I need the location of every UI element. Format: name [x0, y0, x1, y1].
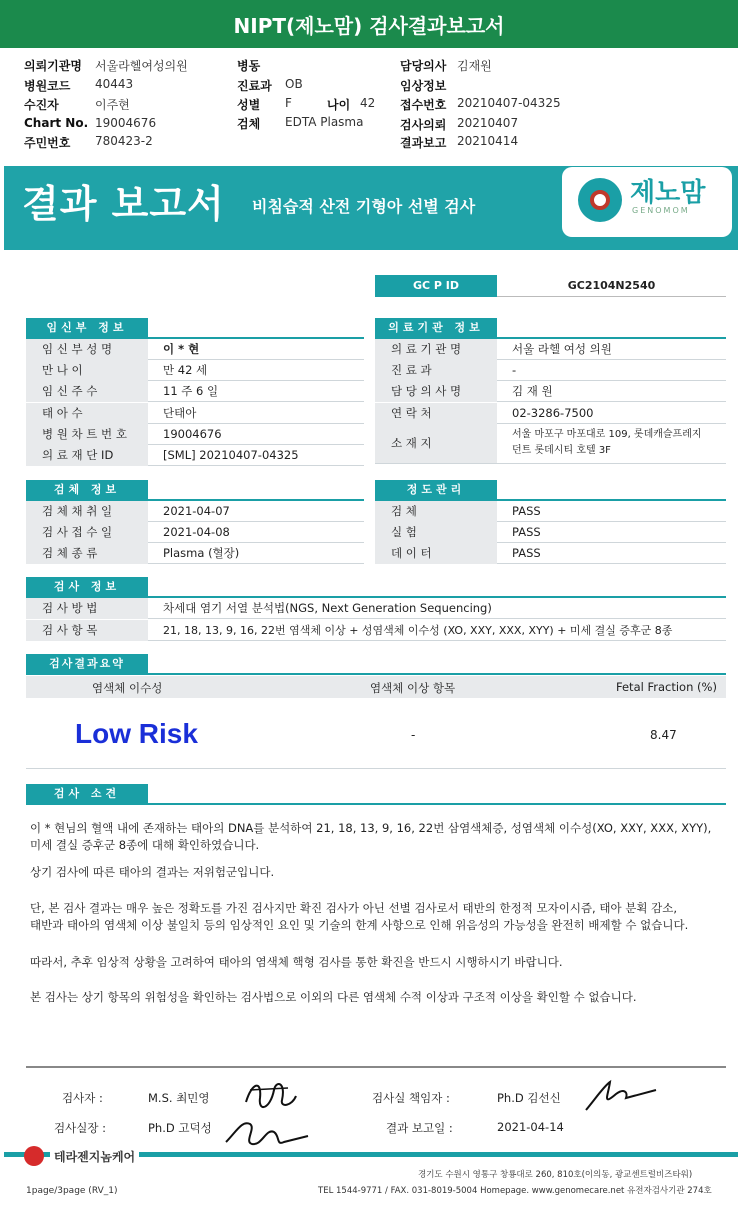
report-title: NIPT(제노맘) 검사결과보고서 — [0, 0, 738, 48]
header-label: 수진자 — [24, 98, 59, 112]
doctor-value: 김재원 — [457, 59, 492, 73]
specimen-info-heading: 검체 정보 — [26, 480, 148, 500]
abnormal-items-value: - — [411, 728, 416, 742]
info-row-value: 02-3286-7500 — [512, 405, 594, 420]
info-row-label-text: 담 당 의 사 명 — [391, 384, 462, 399]
tester-label: 검사자 : — [62, 1091, 103, 1105]
header-label: 결과보고 — [400, 136, 447, 150]
info-row — [375, 522, 726, 543]
info-row-label-text: 임 신 부 성 명 — [42, 342, 113, 356]
info-row-label — [375, 543, 497, 564]
info-row-label-text: 실 험 — [391, 525, 417, 539]
company-address: 경기도 수원시 영통구 창룡대로 260, 810호(이의동, 광교센트럴비즈타워) — [418, 1170, 693, 1180]
fetal-fraction-value: 8.47 — [650, 728, 677, 742]
sex-value: F — [285, 96, 292, 110]
genomom-logo-mark — [590, 190, 610, 210]
test-method-row — [26, 598, 726, 619]
info-row-value: 2021-04-08 — [163, 525, 230, 539]
dept-value: OB — [285, 77, 303, 91]
info-row-label — [375, 339, 497, 360]
header-label: 주민번호 — [24, 136, 71, 150]
director-signature — [580, 1076, 660, 1116]
summary-heading: 검사결과요약 — [26, 654, 148, 674]
header-label: 접수번호 — [400, 98, 447, 112]
opinion-line: 단, 본 검사 결과는 매우 높은 정확도를 가진 검사지만 확진 검사가 아닌 선별 검사로서 태반의 한정적 모자이시즘, 태아 분획 감소, — [30, 901, 677, 915]
info-row-label — [375, 381, 497, 402]
rrn-value: 780423-2 — [95, 134, 153, 148]
info-row-label-text: 의 료 재 단 ID — [42, 448, 114, 462]
banner-title: 결과 보고서 — [22, 182, 225, 226]
info-row-label-text: 의 료 기 관 명 — [391, 342, 462, 356]
info-row-label-text: 검 체 — [391, 504, 417, 518]
section-divider — [26, 803, 726, 805]
info-row-label-text: 검 체 종 류 — [42, 546, 98, 560]
header-label: 병원코드 — [24, 79, 71, 93]
institution-info-heading: 의료기관 정보 — [375, 318, 497, 338]
info-row — [375, 543, 726, 564]
info-row-label-text: 진 료 과 — [391, 363, 432, 378]
info-row-value: PASS — [512, 546, 541, 560]
report-value: 20210414 — [457, 134, 519, 148]
info-row — [26, 360, 364, 381]
test-items-label-text: 검 사 항 목 — [42, 623, 98, 637]
tester-signature — [240, 1072, 300, 1116]
info-row-label-text: 병 원 차 트 번 호 — [42, 426, 127, 441]
summary-bottom-rule — [26, 768, 726, 769]
info-row — [26, 339, 364, 360]
col-fetal-fraction: Fetal Fraction (%) — [616, 680, 717, 694]
report-date-label: 결과 보고일 : — [386, 1121, 453, 1135]
info-row-label-text: 검 체 채 취 일 — [42, 504, 113, 518]
info-row — [375, 339, 726, 360]
section-divider — [26, 673, 726, 675]
company-name: 테라젠지놈케어 — [50, 1148, 139, 1165]
info-row-value: 2021-04-07 — [163, 504, 230, 518]
address-line-2: 던트 롯데시티 호텔 3F — [512, 445, 611, 456]
chief-name: Ph.D 고덕성 — [148, 1121, 212, 1135]
info-row-value: PASS — [512, 525, 541, 539]
signature-divider — [26, 1066, 726, 1068]
info-row-label — [26, 360, 148, 381]
info-row-label — [375, 501, 497, 522]
header-label: 병동 — [237, 59, 261, 73]
summary-header-row — [26, 676, 726, 698]
header-label: 나이 — [327, 98, 351, 112]
info-row-value: 서울 라헬 여성 의원 — [512, 342, 612, 356]
info-row — [26, 543, 364, 564]
info-row-value: Plasma (혈장) — [163, 546, 240, 560]
company-contact: TEL 1544-9771 / FAX. 031-8019-5004 Homepage. www.genomecare.net 유전자검사기관 274호 — [318, 1186, 712, 1196]
opinion-paragraph-1 — [30, 820, 726, 854]
info-row-value: 11 주 6 일 — [163, 384, 219, 399]
specimen-value: EDTA Plasma — [285, 115, 364, 129]
header-label: 검사의뢰 — [400, 118, 447, 132]
gcp-id-value: GC2104N2540 — [497, 275, 726, 297]
col-aneuploidy: 염색체 이수성 — [92, 681, 163, 695]
institution-value: 서울라헬여성의원 — [95, 59, 188, 73]
genomom-logo-subtext: GENOMOM — [632, 206, 690, 215]
header-label: 임상정보 — [400, 79, 447, 93]
info-row — [26, 424, 364, 445]
report-date: 2021-04-14 — [497, 1120, 564, 1134]
page-number: 1page/3page (RV_1) — [26, 1186, 118, 1196]
test-items-value: 21, 18, 13, 9, 16, 22번 염색체 이상 + 성염색체 이수성 (XO, XXY, XXX, XYY) + 미세 결실 증후군 8종 — [163, 624, 673, 637]
info-row-label — [375, 522, 497, 543]
request-value: 20210407 — [457, 116, 519, 130]
info-row-value: PASS — [512, 504, 541, 518]
header-label: 진료과 — [237, 79, 272, 93]
opinion-line: 미세 결실 증후군 8종에 대해 확인하였습니다. — [30, 838, 260, 852]
info-row-value: 단태아 — [163, 405, 197, 420]
director-label: 검사실 책임자 : — [372, 1091, 450, 1105]
test-items-label — [26, 620, 148, 641]
chart-value: 19004676 — [95, 116, 157, 130]
chief-signature — [222, 1112, 312, 1152]
info-row-label — [26, 339, 148, 360]
info-row-label-text: 데 이 터 — [391, 546, 432, 560]
director-name: Ph.D 김선신 — [497, 1091, 561, 1105]
info-row-label — [26, 403, 148, 424]
info-row-label — [26, 424, 148, 445]
info-row-label-text: 만 나 이 — [42, 363, 83, 378]
address-row — [375, 424, 726, 464]
info-row-label-text: 태 아 수 — [42, 405, 83, 420]
info-row-label — [26, 501, 148, 522]
test-info-heading: 검사 정보 — [26, 577, 148, 597]
opinion-paragraph-3 — [30, 900, 726, 934]
info-row — [375, 381, 726, 402]
info-row-label-text: 임 신 주 수 — [42, 384, 98, 399]
info-row-label — [26, 522, 148, 543]
info-row — [26, 403, 364, 424]
info-row-value: [SML] 20210407-04325 — [163, 448, 299, 462]
header-label: 의뢰기관명 — [24, 59, 82, 73]
info-row — [26, 501, 364, 522]
info-row-label-text: 연 락 처 — [391, 405, 432, 420]
info-row-value: 만 42 세 — [163, 363, 208, 378]
info-row — [375, 360, 726, 381]
opinion-heading: 검사 소견 — [26, 784, 148, 804]
info-row-label — [26, 543, 148, 564]
col-abnormal-items: 염색체 이상 항목 — [370, 681, 456, 695]
info-row-label — [375, 403, 497, 424]
info-row-value: 김 재 원 — [512, 384, 553, 399]
chief-label: 검사실장 : — [54, 1121, 106, 1135]
opinion-line: 이 * 현님의 혈액 내에 존재하는 태아의 DNA를 분석하여 21, 18, 13, 9, 16, 22번 삼염색체증, 성염색체 이수성(XO, XXY, XXX, XYY), — [30, 821, 712, 835]
address-line-1: 서울 마포구 마포대로 109, 롯데캐슬프레지 — [512, 429, 702, 440]
gcp-id-label: GC P ID — [375, 275, 497, 297]
header-label: 담당의사 — [400, 59, 447, 73]
pregnant-info-heading: 임신부 정보 — [26, 318, 148, 338]
theragen-logo-icon — [24, 1146, 44, 1166]
opinion-paragraph-4: 따라서, 추후 임상적 상황을 고려하여 태아의 염색체 핵형 검사를 통한 확진을 반드시 시행하시기 바랍니다. — [30, 955, 563, 969]
tester-name: M.S. 최민영 — [148, 1091, 210, 1105]
info-row — [375, 403, 726, 424]
header-label: Chart No. — [24, 116, 89, 130]
info-row — [26, 381, 364, 402]
info-row-value: - — [512, 363, 517, 378]
info-row — [26, 445, 364, 466]
hospital-code-value: 40443 — [95, 77, 134, 91]
test-method-label — [26, 598, 148, 619]
header-label: 검체 — [237, 117, 261, 131]
test-method-value: 차세대 염기 서열 분석법(NGS, Next Generation Sequencing) — [163, 601, 492, 615]
header-label: 성별 — [237, 98, 261, 112]
qc-heading: 정도관리 — [375, 480, 497, 500]
info-row — [26, 522, 364, 543]
address-value — [512, 427, 702, 459]
address-label — [375, 424, 497, 463]
opinion-paragraph-5: 본 검사는 상기 항목의 위험성을 확인하는 검사법으로 이외의 다른 염색체 수적 이상과 구조적 이상을 확인할 수 없습니다. — [30, 990, 637, 1004]
address-label-text: 소 재 지 — [391, 436, 432, 450]
info-row-label-text: 검 사 접 수 일 — [42, 525, 113, 539]
age-value: 42 — [360, 96, 376, 110]
opinion-line: 태반과 태아의 염색체 이상 불일치 등의 임상적인 요인 및 기술의 한계 사항으로 인해 위음성의 가능성을 완전히 배제할 수 없습니다. — [30, 918, 689, 932]
patient-value: 이주현 — [95, 98, 130, 112]
opinion-paragraph-2: 상기 검사에 따른 태아의 결과는 저위험군입니다. — [30, 865, 275, 879]
genomom-logo-text: 제노맘 — [630, 178, 706, 208]
banner-subtitle: 비침습적 산전 기형아 선별 검사 — [252, 197, 476, 216]
info-row-label — [26, 381, 148, 402]
info-row — [375, 501, 726, 522]
accession-value: 20210407-04325 — [457, 96, 561, 110]
risk-result: Low Risk — [75, 718, 198, 749]
info-row-value: 19004676 — [163, 426, 222, 441]
info-row-value: 이 * 현 — [163, 342, 200, 356]
info-row-label — [375, 360, 497, 381]
test-items-row — [26, 620, 726, 641]
test-method-label-text: 검 사 방 법 — [42, 601, 98, 615]
info-row-label — [26, 445, 148, 466]
